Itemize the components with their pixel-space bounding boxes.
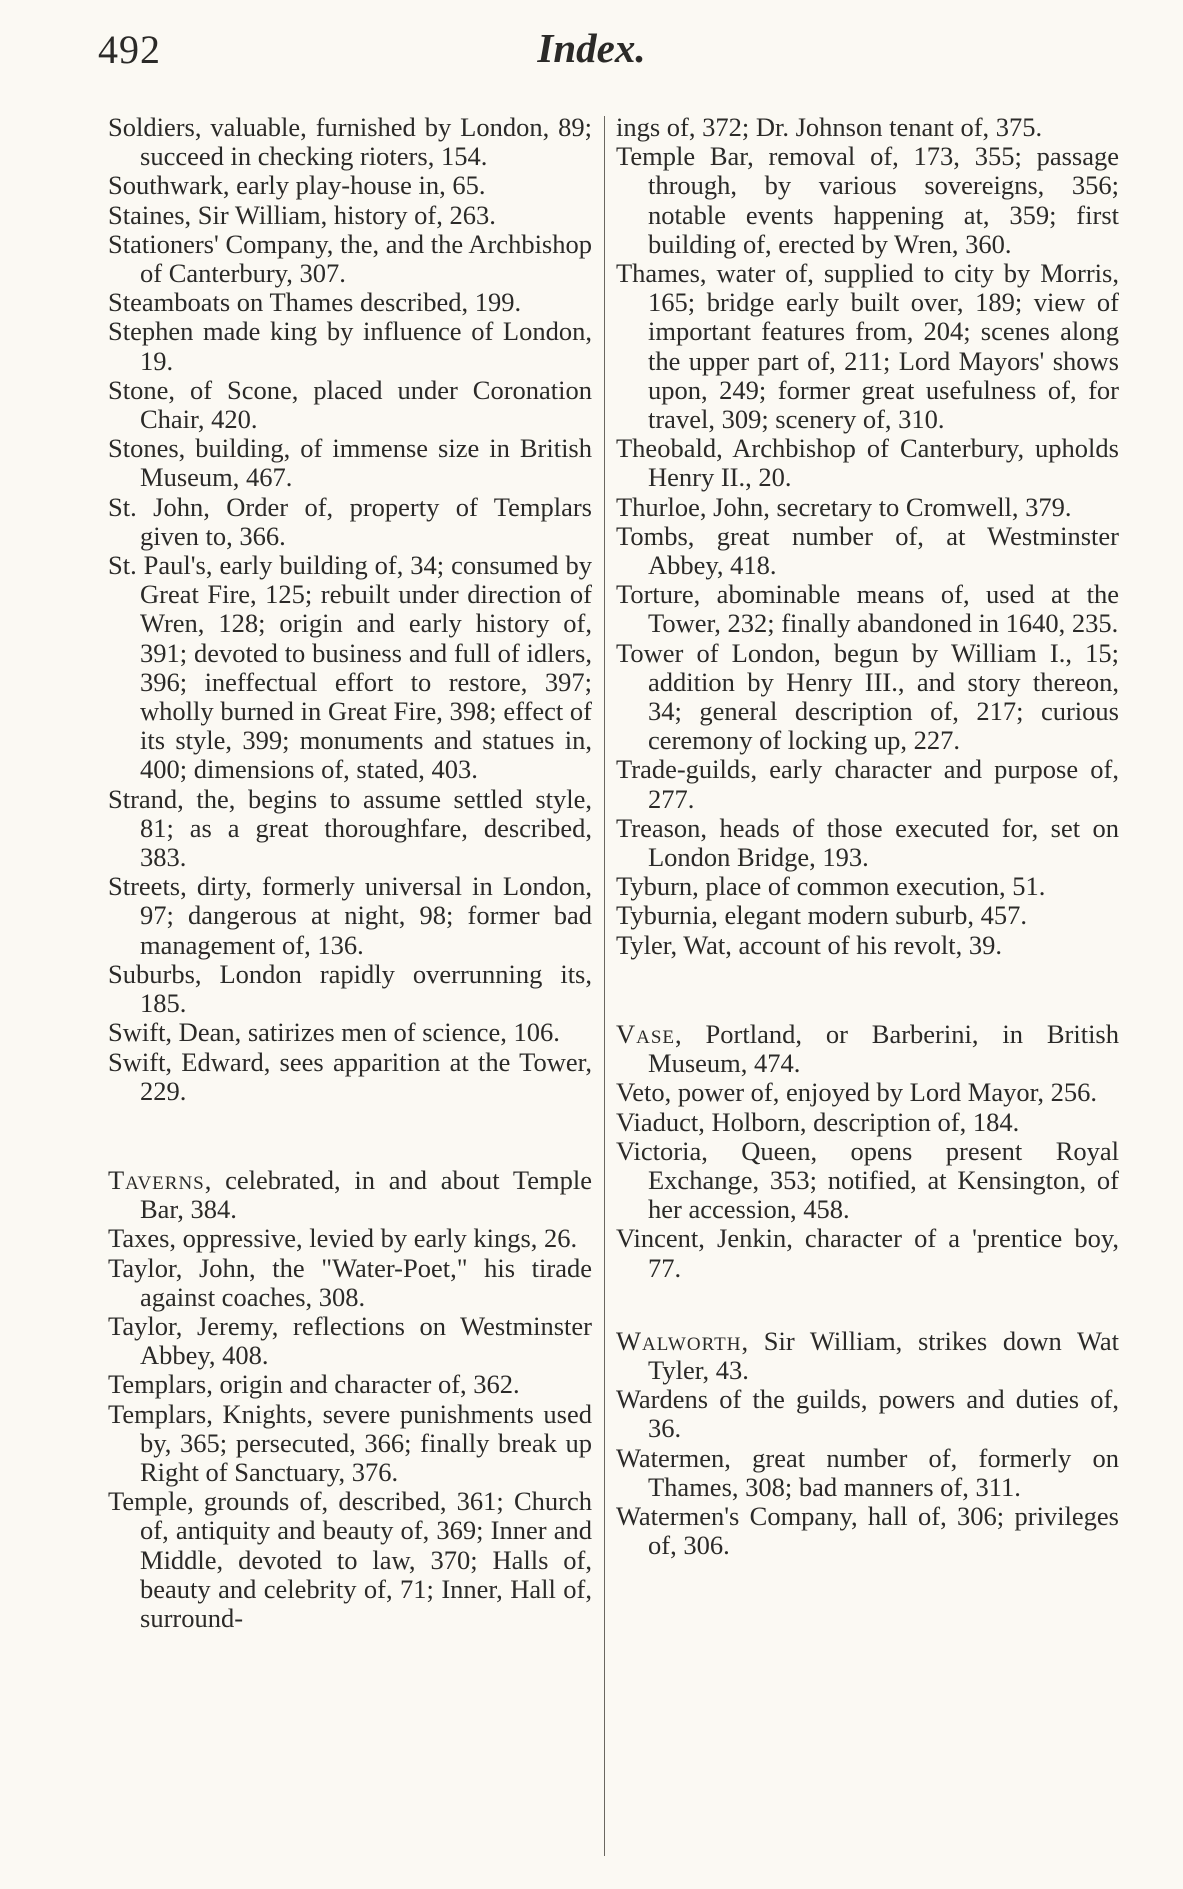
entry-text: Stephen made king by influence of London, 19.	[108, 316, 592, 376]
entry-text: , celebrated, in and about Temple Bar, 384.	[140, 1164, 592, 1225]
entry-text: Temple, grounds of, described, 361; Church of, antiquity and beauty of, 369; Inner and Middle, devoted to law, 370; Halls of, beauty and celebrity of, 71; Inner, Hall of, surround-	[108, 1486, 592, 1633]
index-entry	[616, 1137, 1119, 1225]
index-entry	[108, 1400, 592, 1488]
entry-text: ings of, 372; Dr. Johnson tenant of, 375.	[616, 112, 1043, 142]
entry-text: Taylor, John, the "Water-Poet," his tirade against coaches, 308.	[108, 1252, 592, 1312]
entry-text: Streets, dirty, formerly universal in London, 97; dangerous at night, 98; former bad management of, 136.	[108, 871, 592, 960]
entry-lead-word: Taverns	[108, 1164, 205, 1195]
page-number: 492	[98, 27, 161, 72]
entry-text: Viaduct, Holborn, description of, 184.	[616, 1106, 1020, 1137]
index-entry	[108, 960, 592, 1018]
entry-text: St. John, Order of, property of Templars given to, 366.	[108, 491, 592, 551]
entry-text: Stones, building, of immense size in British Museum, 467.	[108, 433, 592, 493]
entry-text: Tombs, great number of, at Westminster Abbey, 418.	[616, 520, 1119, 581]
entry-text: Wardens of the guilds, powers and duties of, 36.	[616, 1384, 1119, 1444]
entry-text: , Sir William, strikes down Wat Tyler, 43.	[648, 1325, 1119, 1385]
index-entry	[616, 1078, 1119, 1107]
index-entry	[616, 1444, 1119, 1502]
index-entry	[108, 113, 592, 171]
index-entry	[108, 1048, 592, 1106]
index-entry	[108, 1254, 592, 1312]
index-entry	[616, 434, 1119, 492]
entry-text: Trade-guilds, early character and purpose of, 277.	[616, 754, 1119, 814]
entry-text: Watermen's Company, hall of, 306; privileges of, 306.	[616, 1500, 1119, 1561]
entry-text: Taxes, oppressive, levied by early kings, 26.	[108, 1223, 578, 1254]
index-entry	[108, 1166, 592, 1224]
index-entry	[108, 493, 592, 551]
entry-text: Steamboats on Thames described, 199.	[108, 287, 522, 318]
entry-text: Vincent, Jenkin, character of a 'prentice boy, 77.	[616, 1223, 1119, 1283]
index-entry	[616, 901, 1119, 930]
entry-text: Templars, origin and character of, 362.	[108, 1369, 520, 1400]
index-entry	[616, 493, 1119, 522]
index-column-left	[108, 113, 592, 1633]
index-entry	[616, 113, 1119, 142]
index-entry	[108, 201, 592, 230]
entry-text: Suburbs, London rapidly overrunning its, 185.	[108, 958, 592, 1019]
index-entry	[616, 931, 1119, 960]
entry-text: Temple Bar, removal of, 173, 355; passage through, by various sovereigns, 356; notable events happening at, 359; first building of, erected by Wren, 360.	[616, 141, 1119, 259]
index-entry	[108, 551, 592, 785]
column-divider	[604, 116, 605, 1856]
entry-text: Watermen, great number of, formerly on Thames, 308; bad manners of, 311.	[616, 1442, 1119, 1502]
index-entry	[616, 1385, 1119, 1443]
index-entry	[616, 1327, 1119, 1385]
entry-text: Stone, of Scone, placed under Coronation Chair, 420.	[108, 374, 592, 435]
entry-text: Thames, water of, supplied to city by Morris, 165; bridge early built over, 189; view of important features from, 204; scenes along the upper part of, 211; Lord Mayors' shows upon, 249; former great usefulness of, for travel, 309; scenery of, 310.	[616, 258, 1119, 435]
entry-text: , Portland, or Barberini, in British Museum, 474.	[648, 1018, 1119, 1079]
entry-text: Tower of London, begun by William I., 15; addition by Henry III., and story thereon, 34; general description of, 217; curious ceremony of locking up, 227.	[616, 637, 1119, 756]
index-entry	[108, 288, 592, 317]
index-entry	[616, 580, 1119, 638]
index-entry	[108, 230, 592, 288]
index-entry	[616, 142, 1119, 259]
index-entry	[108, 1018, 592, 1047]
entry-text: Veto, power of, enjoyed by Lord Mayor, 256.	[616, 1077, 1097, 1108]
entry-text: Staines, Sir William, history of, 263.	[108, 199, 496, 230]
index-entry	[108, 171, 592, 200]
entry-text: Treason, heads of those executed for, set on London Bridge, 193.	[616, 812, 1119, 873]
index-entry	[616, 814, 1119, 872]
entry-text: Taylor, Jeremy, reflections on Westminster Abbey, 408.	[108, 1310, 592, 1371]
index-entry	[108, 376, 592, 434]
index-entry	[108, 1312, 592, 1370]
entry-text: Tyler, Wat, account of his revolt, 39.	[616, 929, 1002, 960]
index-entry	[108, 434, 592, 492]
entry-text: Swift, Dean, satirizes men of science, 106.	[108, 1017, 560, 1048]
index-entry	[108, 1487, 592, 1633]
entry-text: Templars, Knights, severe punishments used by, 365; persecuted, 366; finally break up Right of Sanctuary, 376.	[108, 1398, 592, 1487]
index-column-right	[616, 113, 1119, 1560]
entry-text: Victoria, Queen, opens present Royal Exchange, 353; notified, at Kensington, of her accession, 458.	[616, 1135, 1119, 1225]
index-entry	[108, 785, 592, 873]
entry-text: Strand, the, begins to assume settled style, 81; as a great thoroughfare, described, 383.	[108, 783, 592, 873]
entry-text: Southwark, early play-house in, 65.	[108, 170, 486, 201]
entry-text: Swift, Edward, sees apparition at the Tower, 229.	[108, 1046, 592, 1106]
index-entry	[616, 522, 1119, 580]
entry-text: Tyburn, place of common execution, 51.	[616, 871, 1046, 902]
entry-text: St. Paul's, early building of, 34; consumed by Great Fire, 125; rebuilt under direction of Wren, 128; origin and early history of, 391; devoted to business and full of idlers, 396; ineffectual effort to restore, 397; wholly burned in Great Fire, 398; effect of its style, 399; monuments and statues in, 400; dimensions of, stated, 403.	[108, 550, 592, 785]
index-entry	[616, 755, 1119, 813]
index-entry	[108, 317, 592, 375]
entry-text: Stationers' Company, the, and the Archbishop of Canterbury, 307.	[108, 228, 592, 289]
entry-text: Soldiers, valuable, furnished by London, 89; succeed in checking rioters, 154.	[108, 112, 592, 172]
index-entry	[616, 639, 1119, 756]
index-entry	[616, 259, 1119, 434]
entry-lead-word: Walworth	[616, 1325, 742, 1356]
entry-text: Torture, abominable means of, used at the Tower, 232; finally abandoned in 1640, 235.	[616, 579, 1119, 639]
page-header	[0, 20, 1183, 80]
index-entry	[108, 1224, 592, 1253]
entry-text: Thurloe, John, secretary to Cromwell, 379.	[616, 491, 1072, 522]
index-entry	[616, 1224, 1119, 1282]
index-entry	[616, 1020, 1119, 1078]
entry-text: Theobald, Archbishop of Canterbury, upholds Henry II., 20.	[616, 433, 1119, 493]
index-entry	[108, 1370, 592, 1399]
index-entry	[616, 1108, 1119, 1137]
index-entry	[108, 872, 592, 960]
entry-lead-word: Vase	[616, 1018, 676, 1049]
index-entry	[616, 872, 1119, 901]
index-entry	[616, 1502, 1119, 1560]
entry-text: Tyburnia, elegant modern suburb, 457.	[616, 900, 1028, 931]
running-title: Index.	[537, 25, 646, 71]
